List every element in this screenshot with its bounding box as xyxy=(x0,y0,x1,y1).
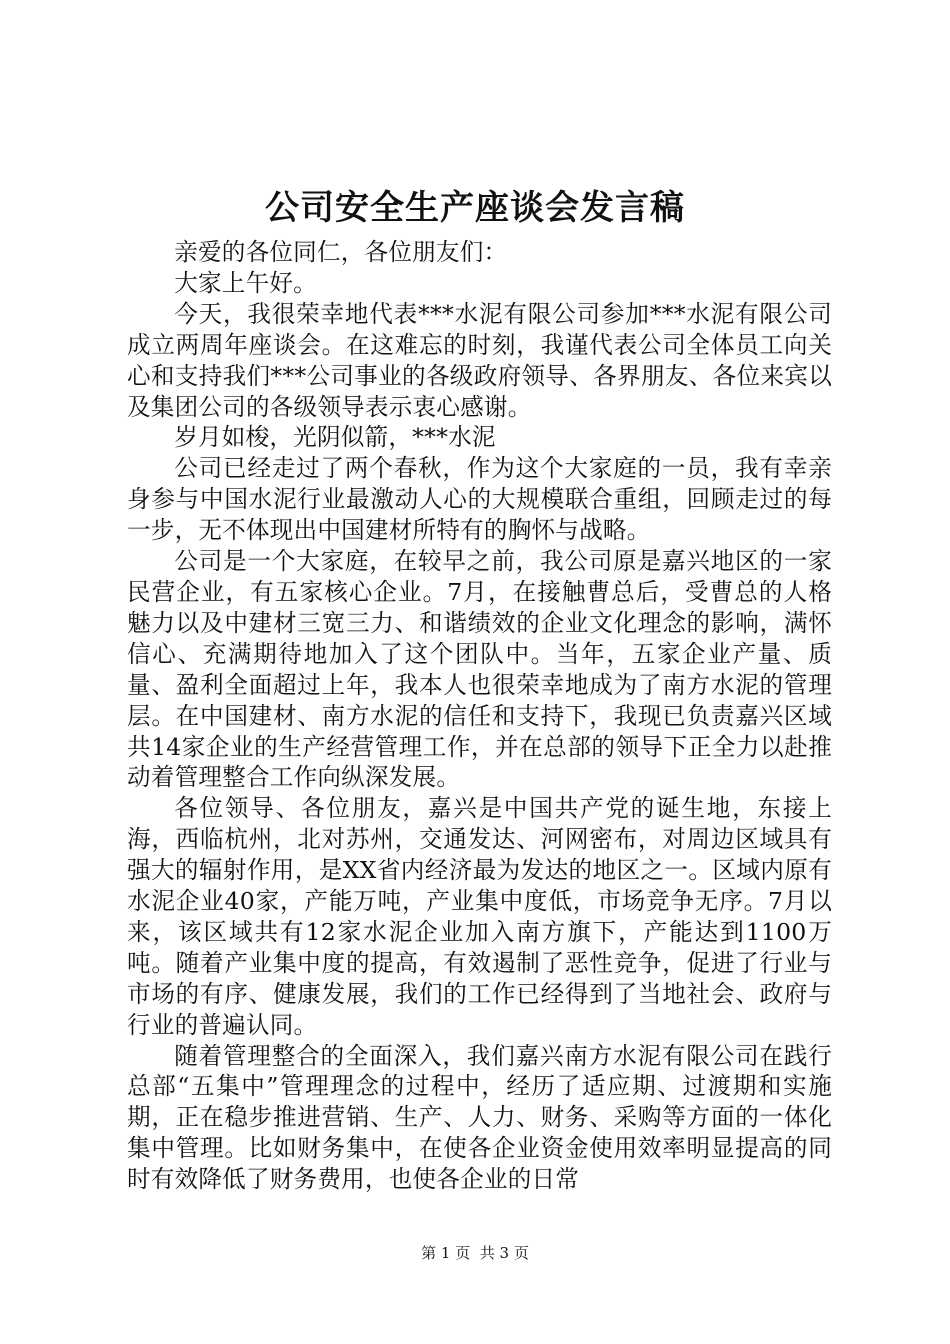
paragraph-company-history: 公司是一个大家庭，在较早之前，我公司原是嘉兴地区的一家民营企业，有五家核心企业。7月，在接触曹总后，受曹总的人格魅力以及中建材三宽三力、和谐绩效的企业文化理念的影响，满怀信心、充满期待地加入了这个团队中。当年，五家企业产量、质量、盈利全面超过上年，我本人也很荣幸地成为了南方水泥的管理层。在中国建材、南方水泥的信任和支持下，我现已负责嘉兴区域共14家企业的生产经营管理工作，并在总部的领导下正全力以赴推动着管理整合工作向纵深发展。 xyxy=(127,547,832,792)
paragraph-management-integration: 随着管理整合的全面深入，我们嘉兴南方水泥有限公司在践行总部“五集中”管理理念的过程中，经历了适应期、过渡期和实施期，正在稳步推进营销、生产、人力、财务、采购等方面的一体化集中管理。比如财务集中，在使各企业资金使用效率明显提高的同时有效降低了财务费用，也使各企业的日常 xyxy=(127,1041,832,1194)
paragraph-two-years: 公司已经走过了两个春秋，作为这个大家庭的一员，我有幸亲身参与中国水泥行业最激动人心的大规模联合重组，回顾走过的每一步，无不体现出中国建材所特有的胸怀与战略。 xyxy=(127,454,832,545)
document-title: 公司安全生产座谈会发言稿 xyxy=(265,188,685,228)
paragraph-salutation: 大家上午好。 xyxy=(174,268,317,297)
page-footer: 第 1 页 共 3 页 xyxy=(421,1244,529,1262)
paragraph-jiaxing-region: 各位领导、各位朋友，嘉兴是中国共产党的诞生地，东接上海，西临杭州，北对苏州，交通发达、河网密布，对周边区域具有强大的辐射作用，是XX省内经济最为发达的地区之一。区域内原有水泥企业40家，产能万吨，产业集中度低，市场竞争无序。7月以来，该区域共有12家水泥企业加入南方旗下，产能达到1100万吨。随着产业集中度的提高，有效遏制了恶性竞争，促进了行业与市场的有序、健康发展，我们的工作已经得到了当地社会、政府与行业的普遍认同。 xyxy=(127,794,832,1039)
paragraph-greeting: 亲爱的各位同仁，各位朋友们： xyxy=(174,238,508,266)
document-body xyxy=(127,237,832,1195)
paragraph-opening: 今天，我很荣幸地代表***水泥有限公司参加***水泥有限公司成立两周年座谈会。在这难忘的时刻，我谨代表公司全体员工向关心和支持我们***公司事业的各级政府领导、各界朋友、各位来宾以及集团公司的各级领导表示衷心感谢。 xyxy=(127,299,832,421)
paragraph-time-passes: 岁月如梭，光阴似箭，***水泥 xyxy=(174,423,496,452)
